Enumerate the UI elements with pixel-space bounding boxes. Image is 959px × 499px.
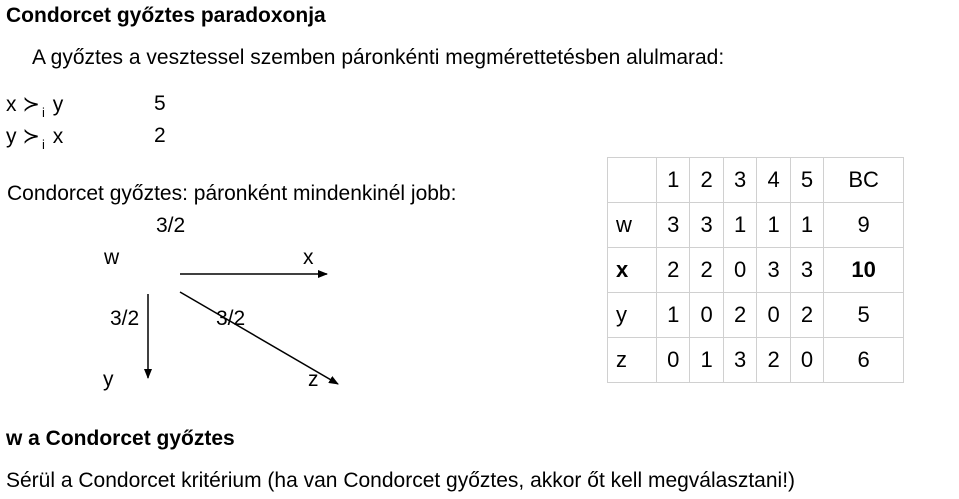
table-row bbox=[608, 338, 904, 383]
winner-statement: w a Condorcet győztes bbox=[6, 427, 235, 450]
table-cell: 1 bbox=[757, 203, 790, 248]
table-cell: 9 bbox=[824, 203, 904, 248]
table-cell: 10 bbox=[824, 248, 904, 293]
pref-left: x bbox=[6, 93, 17, 116]
table-row-label: y bbox=[608, 293, 657, 338]
table-cell: BC bbox=[824, 158, 904, 203]
edge-label-wy: 3/2 bbox=[110, 307, 140, 330]
pref-relation: ≻ bbox=[22, 93, 40, 116]
table-row-label: x bbox=[608, 248, 657, 293]
table-cell: 5 bbox=[824, 293, 904, 338]
table-cell: 1 bbox=[657, 158, 690, 203]
node-w: w bbox=[104, 246, 120, 269]
pref-subscript: i bbox=[41, 137, 45, 152]
table-row bbox=[608, 248, 904, 293]
table-row-label: w bbox=[608, 203, 657, 248]
pref-relation: ≻ bbox=[22, 125, 40, 148]
table-cell: 5 bbox=[790, 158, 823, 203]
pref-right: x bbox=[52, 125, 64, 148]
pref-subscript: i bbox=[41, 105, 45, 120]
page-title: Condorcet győztes paradoxonja bbox=[6, 4, 326, 27]
table-cell: 3 bbox=[657, 203, 690, 248]
table-cell: 1 bbox=[657, 293, 690, 338]
table-cell: 2 bbox=[723, 293, 756, 338]
edge-label-wx: 3/2 bbox=[156, 214, 186, 237]
table-cell: 0 bbox=[690, 293, 723, 338]
table-cell: 2 bbox=[790, 293, 823, 338]
table-row bbox=[608, 293, 904, 338]
node-z: z bbox=[308, 368, 319, 391]
pref-right: y bbox=[52, 93, 64, 116]
preference-count-1: 5 bbox=[154, 92, 166, 115]
table-cell: 0 bbox=[790, 338, 823, 383]
table-row-label bbox=[608, 158, 657, 203]
node-x: x bbox=[303, 246, 314, 269]
table-cell: 3 bbox=[723, 158, 756, 203]
table-cell: 1 bbox=[790, 203, 823, 248]
edge-label-wz: 3/2 bbox=[216, 307, 246, 330]
table-cell: 2 bbox=[690, 158, 723, 203]
table-cell: 1 bbox=[690, 338, 723, 383]
footer-statement: Sérül a Condorcet kritérium (ha van Condorcet győztes, akkor őt kell megválasztani!) bbox=[6, 469, 796, 492]
table-cell: 0 bbox=[657, 338, 690, 383]
table-cell: 1 bbox=[723, 203, 756, 248]
subtitle: A győztes a vesztessel szemben páronkénti megmérettetésben alulmarad: bbox=[32, 46, 725, 69]
table-cell: 3 bbox=[723, 338, 756, 383]
table-header-row bbox=[608, 158, 904, 203]
table-row bbox=[608, 203, 904, 248]
pref-left: y bbox=[6, 125, 17, 148]
node-y: y bbox=[103, 368, 114, 391]
condorcet-definition: Condorcet győztes: páronként mindenkinél jobb: bbox=[7, 182, 457, 205]
arrow-w-z bbox=[180, 292, 338, 384]
table-cell: 0 bbox=[723, 248, 756, 293]
table-cell: 0 bbox=[757, 293, 790, 338]
table-cell: 4 bbox=[757, 158, 790, 203]
table-cell: 2 bbox=[690, 248, 723, 293]
table-row-label: z bbox=[608, 338, 657, 383]
table-cell: 3 bbox=[790, 248, 823, 293]
table-cell: 6 bbox=[824, 338, 904, 383]
table-cell: 2 bbox=[757, 338, 790, 383]
borda-count-table bbox=[607, 157, 904, 383]
table-cell: 3 bbox=[757, 248, 790, 293]
preference-count-2: 2 bbox=[154, 124, 166, 147]
table-cell: 2 bbox=[657, 248, 690, 293]
table-cell: 3 bbox=[690, 203, 723, 248]
